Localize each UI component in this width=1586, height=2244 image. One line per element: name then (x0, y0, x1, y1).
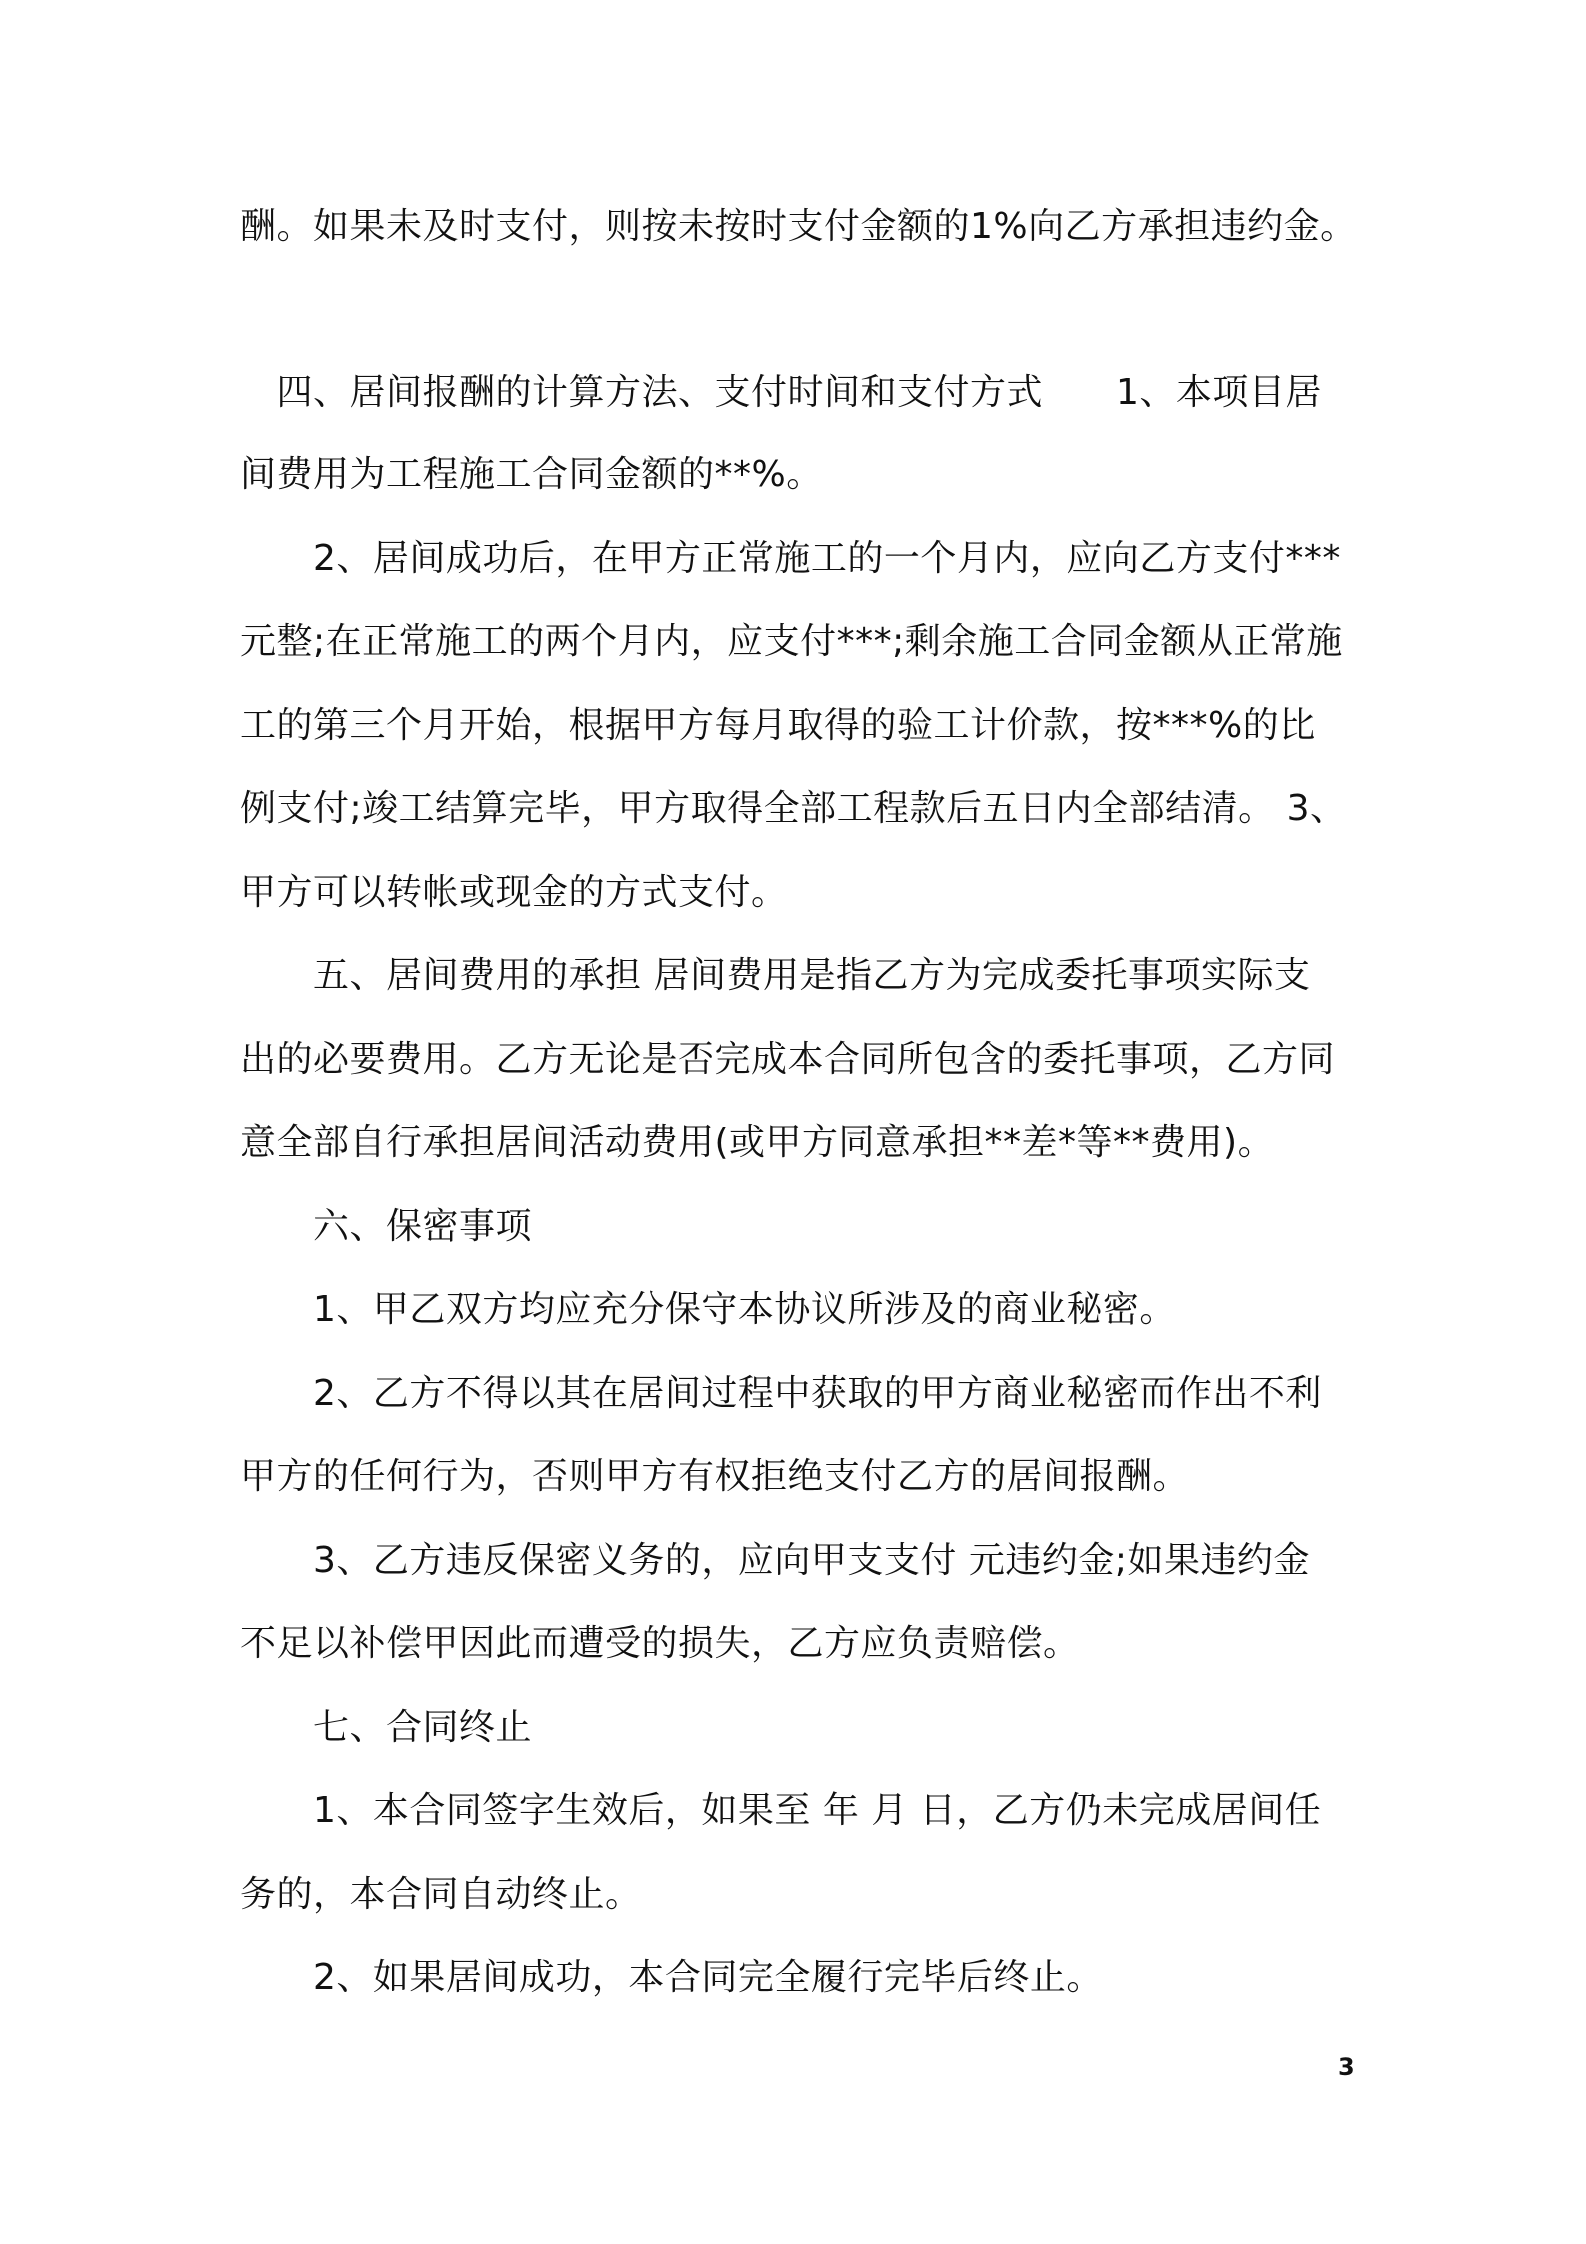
text-line: 2、乙方不得以其在居间过程中获取的甲方商业秘密而作出不利 (240, 1373, 1322, 1414)
text-line: 甲方的任何行为，否则甲方有权拒绝支付乙方的居间报酬。 (240, 1456, 1190, 1497)
text-line: 酬。如果未及时支付，则按未按时支付金额的1%向乙方承担违约金。 (240, 206, 1357, 247)
section-heading-6: 六、保密事项 (240, 1206, 533, 1247)
text-line: 元整;在正常施工的两个月内，应支付***;剩余施工合同金额从正常施 (240, 621, 1343, 662)
text-line: 3、乙方违反保密义务的，应向甲支支付 元违约金;如果违约金 (240, 1540, 1310, 1581)
text-line: 1、甲乙双方均应充分保守本协议所涉及的商业秘密。 (240, 1289, 1176, 1330)
text-line: 例支付;竣工结算完毕，甲方取得全部工程款后五日内全部结清。 3、 (240, 788, 1347, 829)
text-line: 工的第三个月开始，根据甲方每月取得的验工计价款，按***%的比 (240, 705, 1316, 746)
text-line: 不足以补偿甲因此而遭受的损失，乙方应负责赔偿。 (240, 1623, 1080, 1664)
text-line: 2、如果居间成功，本合同完全履行完毕后终止。 (240, 1957, 1103, 1998)
section-heading-4: 四、居间报酬的计算方法、支付时间和支付方式 1、本项目居 (240, 372, 1322, 413)
section-heading-7: 七、合同终止 (240, 1707, 533, 1748)
text-line: 间费用为工程施工合同金额的**%。 (240, 454, 823, 495)
text-line: 务的，本合同自动终止。 (240, 1874, 642, 1915)
page-number: 3 (1338, 2053, 1355, 2081)
text-line: 2、居间成功后，在甲方正常施工的一个月内，应向乙方支付*** (240, 538, 1341, 579)
text-line: 1、本合同签字生效后，如果至 年 月 日，乙方仍未完成居间任 (240, 1790, 1322, 1831)
section-heading-5: 五、居间费用的承担 居间费用是指乙方为完成委托事项实际支 (240, 955, 1311, 996)
text-line: 意全部自行承担居间活动费用(或甲方同意承担**差*等**费用)。 (240, 1122, 1275, 1163)
text-line: 出的必要费用。乙方无论是否完成本合同所包含的委托事项，乙方同 (240, 1039, 1336, 1080)
text-line: 甲方可以转帐或现金的方式支付。 (240, 872, 788, 913)
